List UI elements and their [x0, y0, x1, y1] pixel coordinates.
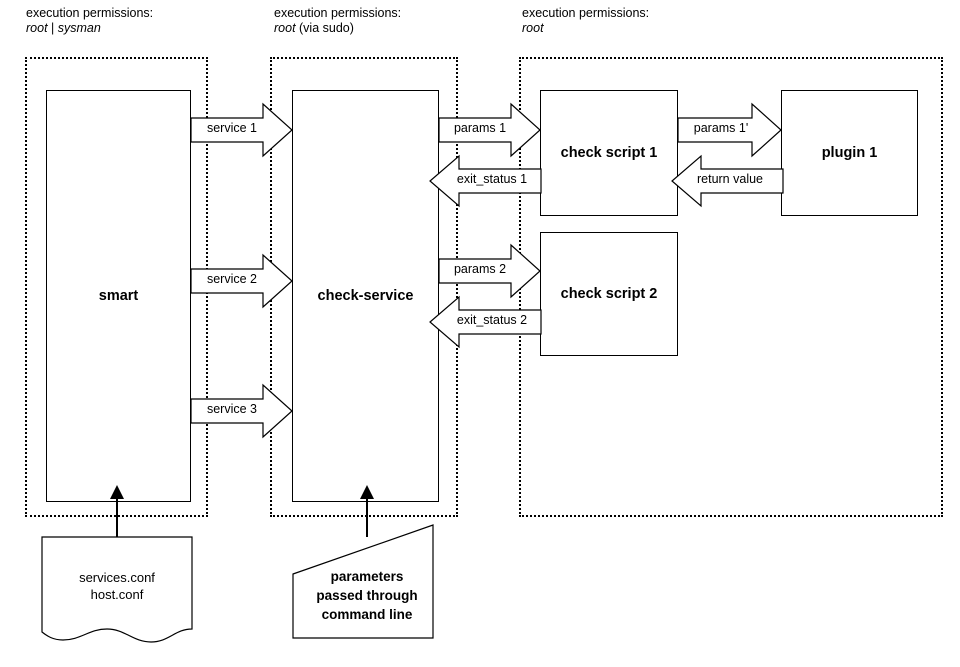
flow-label-exit-status-2: exit_status 2: [456, 313, 528, 327]
process-box-check-script-2[interactable]: [540, 232, 678, 356]
flow-label-params-2: params 2: [453, 262, 507, 276]
process-label-check-script-1: check script 1: [560, 145, 658, 161]
zone-caption-1-line1: execution permissions:: [26, 6, 154, 20]
zone-caption-3: [522, 6, 649, 36]
config-document-line1: services.conf: [79, 570, 155, 585]
zone-caption-3-line1: execution permissions:: [522, 6, 650, 20]
zone-caption-2-line2: [274, 21, 401, 36]
zone-caption-2: [274, 6, 401, 36]
process-label-smart: smart: [98, 288, 139, 304]
zone-caption-2-role-a: root: [274, 21, 296, 35]
zone-caption-1-role-a: root: [26, 21, 48, 35]
zone-caption-1-role-b: sysman: [57, 21, 101, 35]
note-line3: command line: [321, 607, 413, 622]
flow-label-exit-status-1: exit_status 1: [456, 172, 528, 186]
flow-label-params-1-prime: params 1': [693, 121, 749, 135]
process-label-plugin-1: plugin 1: [821, 145, 878, 161]
process-box-check-service[interactable]: [292, 90, 439, 502]
zone-caption-1: [26, 6, 153, 36]
process-box-smart[interactable]: [46, 90, 191, 502]
note-line1: parameters: [330, 569, 404, 584]
process-box-check-script-1[interactable]: [540, 90, 678, 216]
zone-caption-2-suffix: (via sudo): [295, 21, 354, 35]
zone-caption-1-line2: [26, 21, 153, 36]
zone-caption-1-sep: |: [47, 21, 58, 35]
flow-label-service-2: service 2: [206, 272, 258, 286]
zone-caption-2-line1: execution permissions:: [274, 6, 402, 20]
process-box-plugin-1[interactable]: [781, 90, 918, 216]
config-document-line2: host.conf: [90, 587, 144, 602]
flow-label-service-1: service 1: [206, 121, 258, 135]
process-label-check-service: check-service: [317, 288, 414, 304]
zone-caption-3-line2: [522, 21, 649, 36]
note-text: [294, 567, 440, 624]
flow-label-return-value: return value: [696, 172, 763, 186]
config-to-smart-arrow: [105, 485, 129, 537]
flow-label-service-3: service 3: [206, 402, 258, 416]
zone-caption-3-role-a: root: [522, 21, 544, 35]
process-label-check-script-2: check script 2: [560, 286, 658, 302]
flow-label-params-1: params 1: [453, 121, 507, 135]
note-line2: passed through: [316, 588, 418, 603]
config-document-text: [41, 569, 193, 603]
